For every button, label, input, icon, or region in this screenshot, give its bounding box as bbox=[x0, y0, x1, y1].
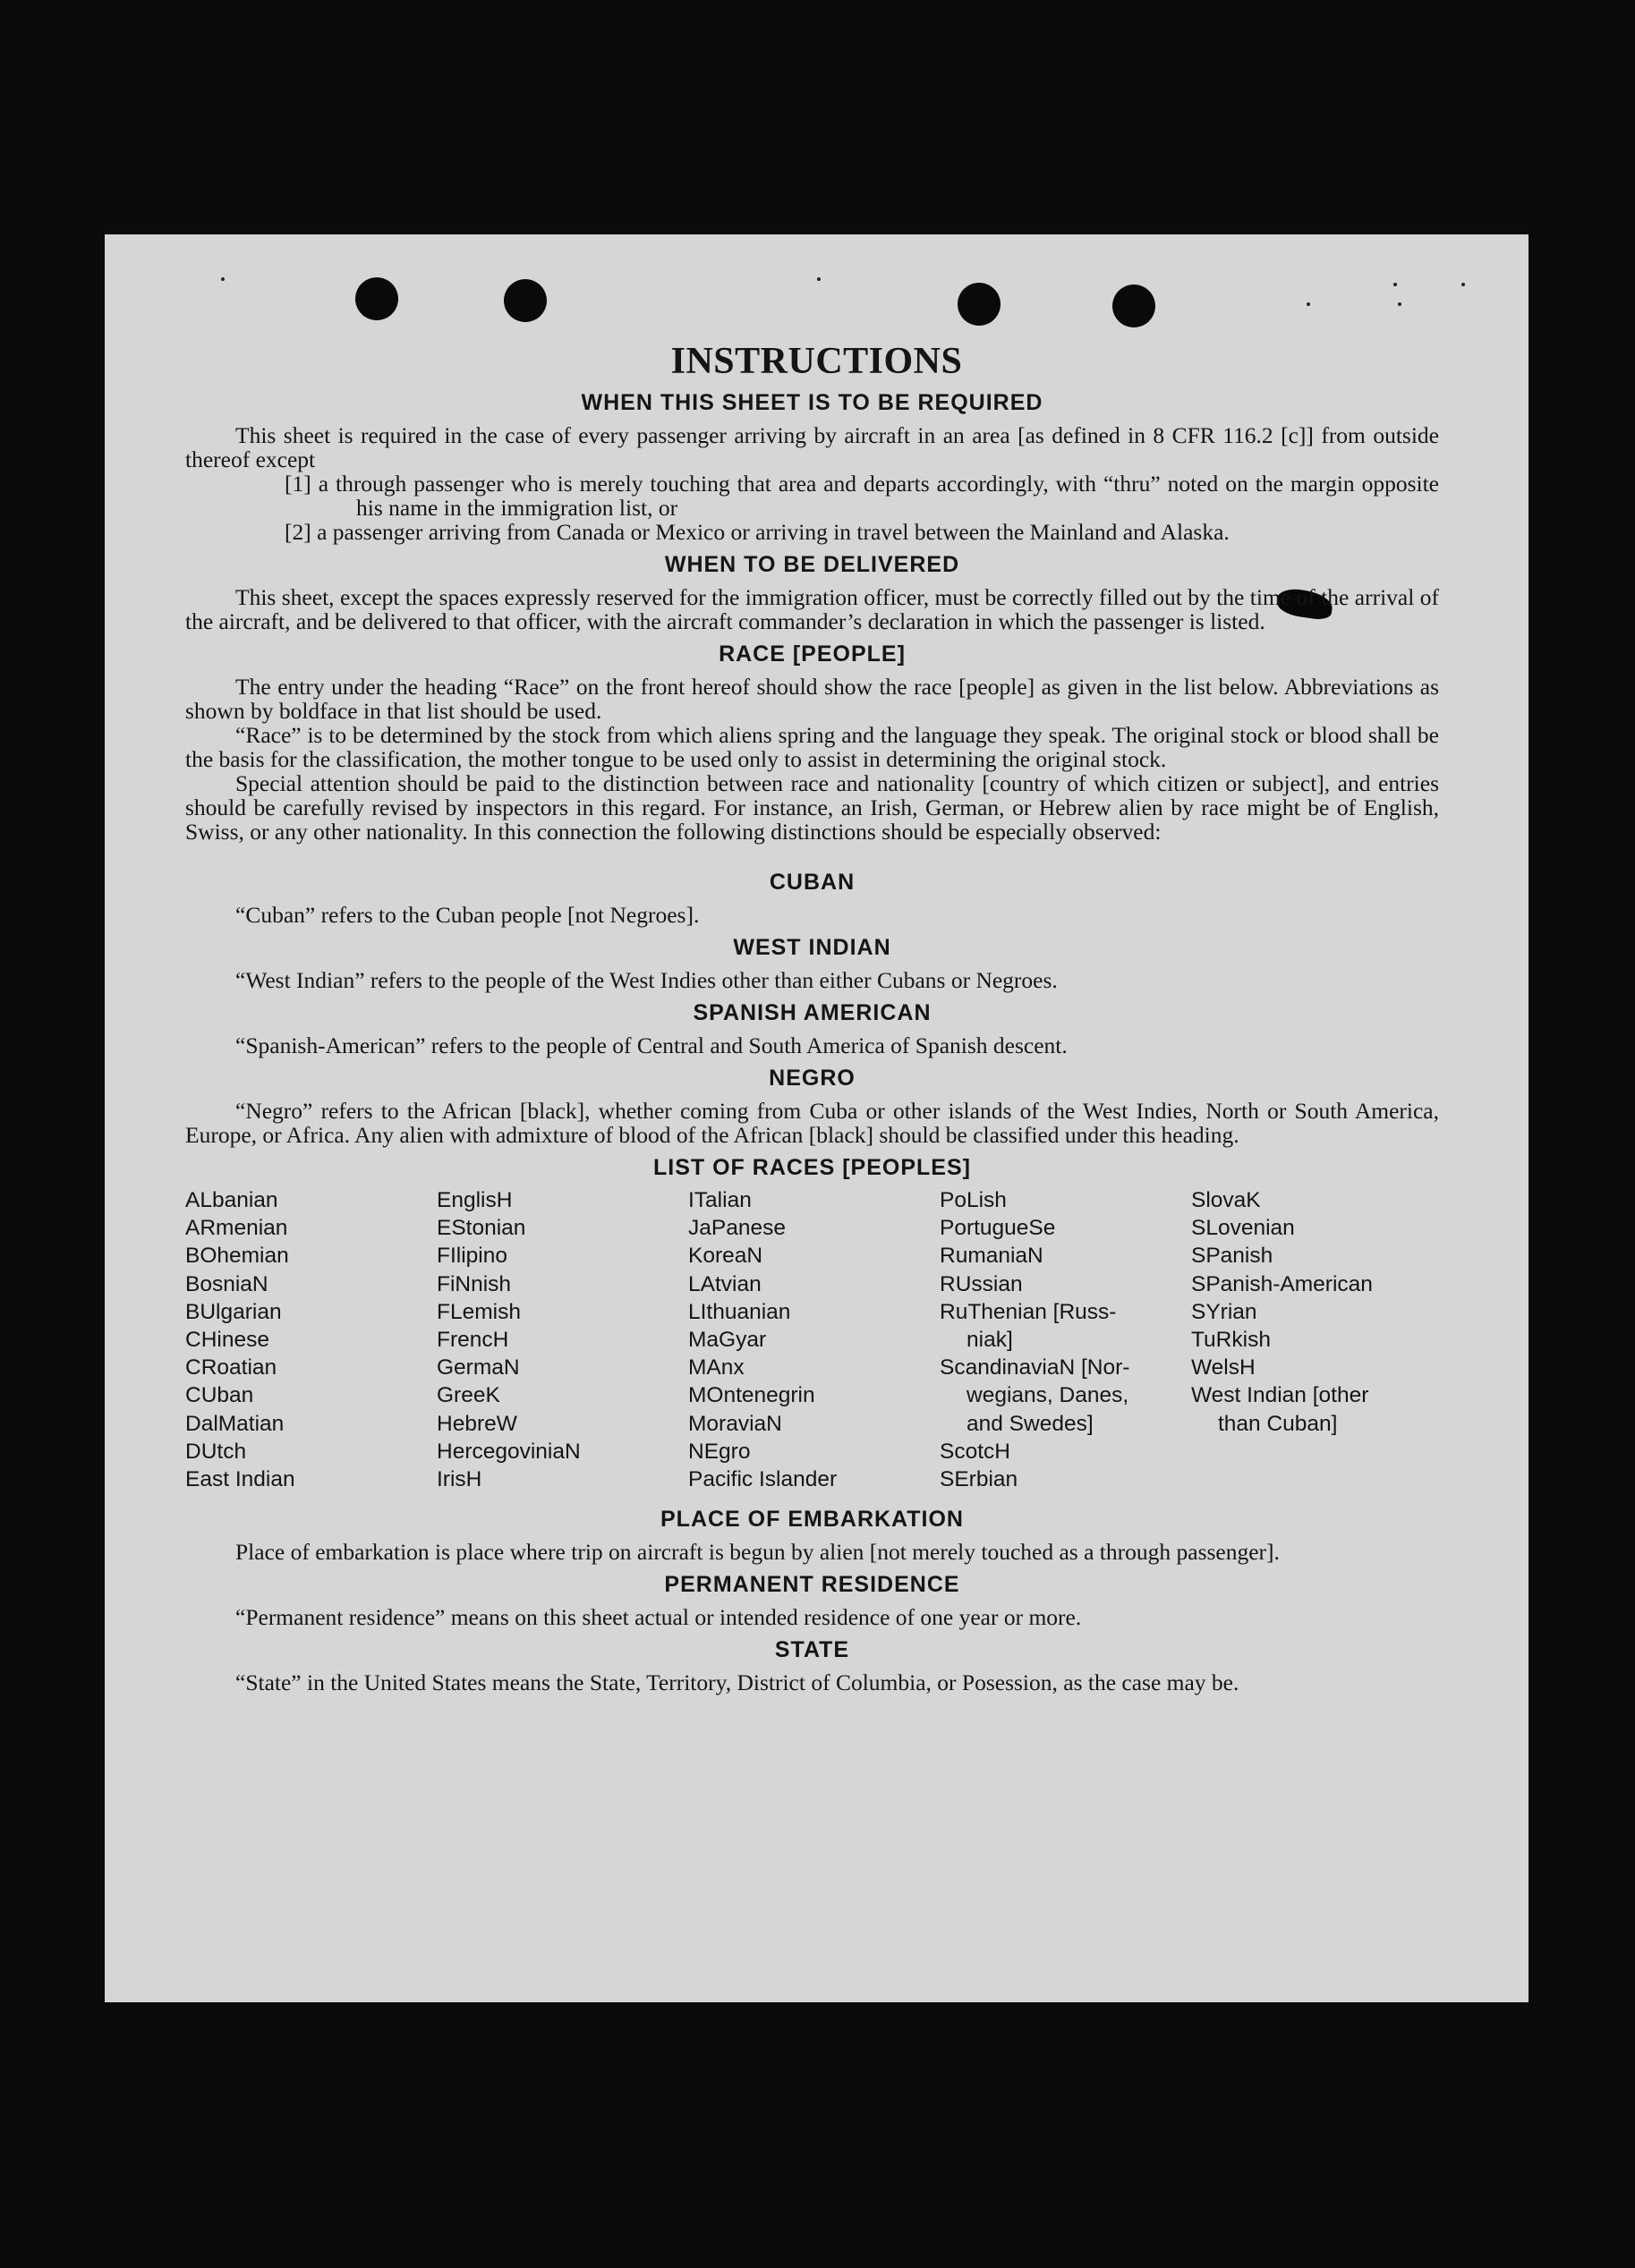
race-list-item: ScotcH bbox=[940, 1439, 1010, 1464]
race-list-item: SlovaK bbox=[1191, 1188, 1261, 1212]
race-list-item-continued: than Cuban] bbox=[1218, 1411, 1338, 1436]
race-list-item: CHinese bbox=[185, 1328, 269, 1353]
negro-text: “Negro” refers to the African [black], whether coming from Cuba or other islands of the West Indies, North or South America, Europe, or Africa. Any alien with admixture of blood of the African [black] should be classified under this heading. bbox=[185, 1098, 1439, 1148]
race-list-column-5 bbox=[1191, 1186, 1443, 1493]
residence-text: “Permanent residence” means on this sheet actual or intended residence of one year or more. bbox=[235, 1604, 1082, 1631]
race-list-item: BOhemian bbox=[185, 1244, 289, 1269]
race-list-item: RumaniaN bbox=[940, 1244, 1043, 1269]
race-list-item: Pacific Islander bbox=[688, 1467, 838, 1492]
section-heading-negro: NEGRO bbox=[769, 1066, 856, 1091]
race-paragraph-2: “Race” is to be determined by the stock from which aliens spring and the language they speak. The original stock or blood shall be the basis for the classification, the mother tongue to be used only to assist in determining the original stock. bbox=[185, 722, 1439, 772]
required-item-1: [1] a through passenger who is merely touching that area and departs accordingly, with “thru” noted on the margin opposite his name in the immigration list, or bbox=[285, 471, 1439, 521]
punch-hole-2 bbox=[504, 279, 547, 322]
spanish-american-text: “Spanish-American” refers to the people of Central and South America of Spanish descent. bbox=[235, 1032, 1068, 1058]
race-list-item: FrencH bbox=[437, 1328, 509, 1353]
cuban-text: “Cuban” refers to the Cuban people [not Negroes]. bbox=[235, 902, 700, 928]
race-list-item: JaPanese bbox=[688, 1216, 786, 1241]
race-list-item: EStonian bbox=[437, 1216, 526, 1241]
page-title: INSTRUCTIONS bbox=[670, 341, 963, 382]
race-list-item: MAnx bbox=[688, 1355, 745, 1380]
race-list-item: HebreW bbox=[437, 1411, 517, 1436]
race-list-item: EnglisH bbox=[437, 1188, 513, 1212]
race-list-item: PoLish bbox=[940, 1188, 1007, 1212]
punch-hole-4 bbox=[1112, 285, 1155, 327]
race-list-item-continued: wegians, Danes, bbox=[967, 1383, 1129, 1408]
race-list-column-2 bbox=[437, 1186, 688, 1493]
race-paragraph-1: The entry under the heading “Race” on the front hereof should show the race [people] as given in the list below. Abbreviations as shown by boldface in that list should be used. bbox=[185, 674, 1439, 724]
race-list-item: CRoatian bbox=[185, 1355, 277, 1380]
punch-hole-1 bbox=[355, 277, 398, 320]
race-list-item: DUtch bbox=[185, 1439, 247, 1464]
speck bbox=[1393, 283, 1397, 286]
race-list-item: FLemish bbox=[437, 1299, 521, 1324]
race-list-item: LIthuanian bbox=[688, 1299, 791, 1324]
section-heading-spanish-american: SPANISH AMERICAN bbox=[693, 1000, 932, 1025]
west-indian-text: “West Indian” refers to the people of the West Indies other than either Cubans or Negroes. bbox=[235, 967, 1058, 993]
race-list-item: ALbanian bbox=[185, 1188, 278, 1212]
race-list-item: BosniaN bbox=[185, 1271, 268, 1296]
delivered-text: This sheet, except the spaces expressly reserved for the immigration officer, must be correctly filled out by the time of the arrival of the aircraft, and be delivered to that officer, with the aircraft commander’s declaration in which the passenger is listed. bbox=[185, 584, 1439, 634]
race-list-item: FiNnish bbox=[437, 1271, 512, 1296]
race-list-item: KoreaN bbox=[688, 1244, 763, 1269]
race-paragraph-3: Special attention should be paid to the distinction between race and nationality [country of which citizen or subject], and entries should be carefully revised by inspectors in this regard. For instance, an Irish, German, or Hebrew alien by race might be of English, Swiss, or any other nationality. In this connection the following distinctions should be especially observed: bbox=[185, 770, 1439, 845]
race-list-item: TuRkish bbox=[1191, 1328, 1271, 1353]
required-intro: This sheet is required in the case of every passenger arriving by aircraft in an area [as defined in 8 CFR 116.2 [c]] from outside thereof except bbox=[185, 422, 1439, 472]
race-list-item: HercegoviniaN bbox=[437, 1439, 581, 1464]
section-heading-embarkation: PLACE OF EMBARKATION bbox=[660, 1507, 964, 1533]
race-list-item: GreeK bbox=[437, 1383, 500, 1408]
punch-hole-3 bbox=[958, 283, 1001, 326]
speck bbox=[1461, 283, 1465, 286]
race-list-item: RUssian bbox=[940, 1271, 1023, 1296]
race-list-item: WelsH bbox=[1191, 1355, 1256, 1380]
race-list-column-4 bbox=[940, 1186, 1191, 1493]
embarkation-text: Place of embarkation is place where trip on aircraft is begun by alien [not merely touched as a through passenger]. bbox=[235, 1539, 1280, 1566]
race-list-item: BUlgarian bbox=[185, 1299, 282, 1324]
race-list-column-3 bbox=[688, 1186, 940, 1493]
race-list-column-1 bbox=[185, 1186, 437, 1493]
race-list-item: SErbian bbox=[940, 1467, 1018, 1492]
speck bbox=[1307, 302, 1310, 306]
race-list-item: IrisH bbox=[437, 1467, 482, 1492]
race-list-item: SLovenian bbox=[1191, 1216, 1295, 1241]
race-list-item: MOntenegrin bbox=[688, 1383, 815, 1408]
race-list bbox=[185, 1186, 1439, 1493]
race-list-item: ScandinaviaN [Nor- bbox=[940, 1355, 1130, 1380]
state-text: “State” in the United States means the State, Territory, District of Columbia, or Posession, as the case may be. bbox=[235, 1669, 1239, 1696]
section-heading-race-list: LIST OF RACES [PEOPLES] bbox=[653, 1155, 971, 1180]
race-list-item: SYrian bbox=[1191, 1299, 1257, 1324]
section-heading-cuban: CUBAN bbox=[769, 870, 856, 895]
section-heading-state: STATE bbox=[774, 1637, 850, 1663]
speck bbox=[1398, 302, 1401, 306]
race-list-item: ARmenian bbox=[185, 1216, 288, 1241]
race-list-item: SPanish bbox=[1191, 1244, 1273, 1269]
race-list-item: NEgro bbox=[688, 1439, 751, 1464]
instructions-body bbox=[185, 387, 1439, 1695]
speck bbox=[221, 277, 225, 281]
race-list-item: FIlipino bbox=[437, 1244, 507, 1269]
race-list-item: ITalian bbox=[688, 1188, 752, 1212]
race-list-item: PortugueSe bbox=[940, 1216, 1056, 1241]
speck bbox=[817, 277, 821, 281]
race-list-item: GermaN bbox=[437, 1355, 520, 1380]
race-list-item: West Indian [other bbox=[1191, 1383, 1369, 1408]
race-list-item: CUban bbox=[185, 1383, 254, 1408]
race-list-item-continued: and Swedes] bbox=[967, 1411, 1094, 1436]
required-item-2: [2] a passenger arriving from Canada or Mexico or arriving in travel between the Mainland and Alaska. bbox=[285, 519, 1230, 545]
section-heading-race: RACE [PEOPLE] bbox=[719, 641, 906, 667]
instruction-sheet bbox=[105, 234, 1529, 2002]
race-list-item: RuThenian [Russ- bbox=[940, 1299, 1117, 1324]
race-list-item: LAtvian bbox=[688, 1271, 762, 1296]
race-list-item-continued: niak] bbox=[967, 1328, 1013, 1353]
section-heading-west-indian: WEST INDIAN bbox=[733, 935, 891, 960]
race-list-item: MoraviaN bbox=[688, 1411, 782, 1436]
section-heading-required: WHEN THIS SHEET IS TO BE REQUIRED bbox=[581, 390, 1043, 415]
section-heading-residence: PERMANENT RESIDENCE bbox=[664, 1572, 960, 1598]
race-list-item: SPanish-American bbox=[1191, 1271, 1373, 1296]
race-list-item: East Indian bbox=[185, 1467, 295, 1492]
race-list-item: MaGyar bbox=[688, 1328, 767, 1353]
section-heading-delivered: WHEN TO BE DELIVERED bbox=[664, 552, 960, 577]
race-list-item: DalMatian bbox=[185, 1411, 285, 1436]
